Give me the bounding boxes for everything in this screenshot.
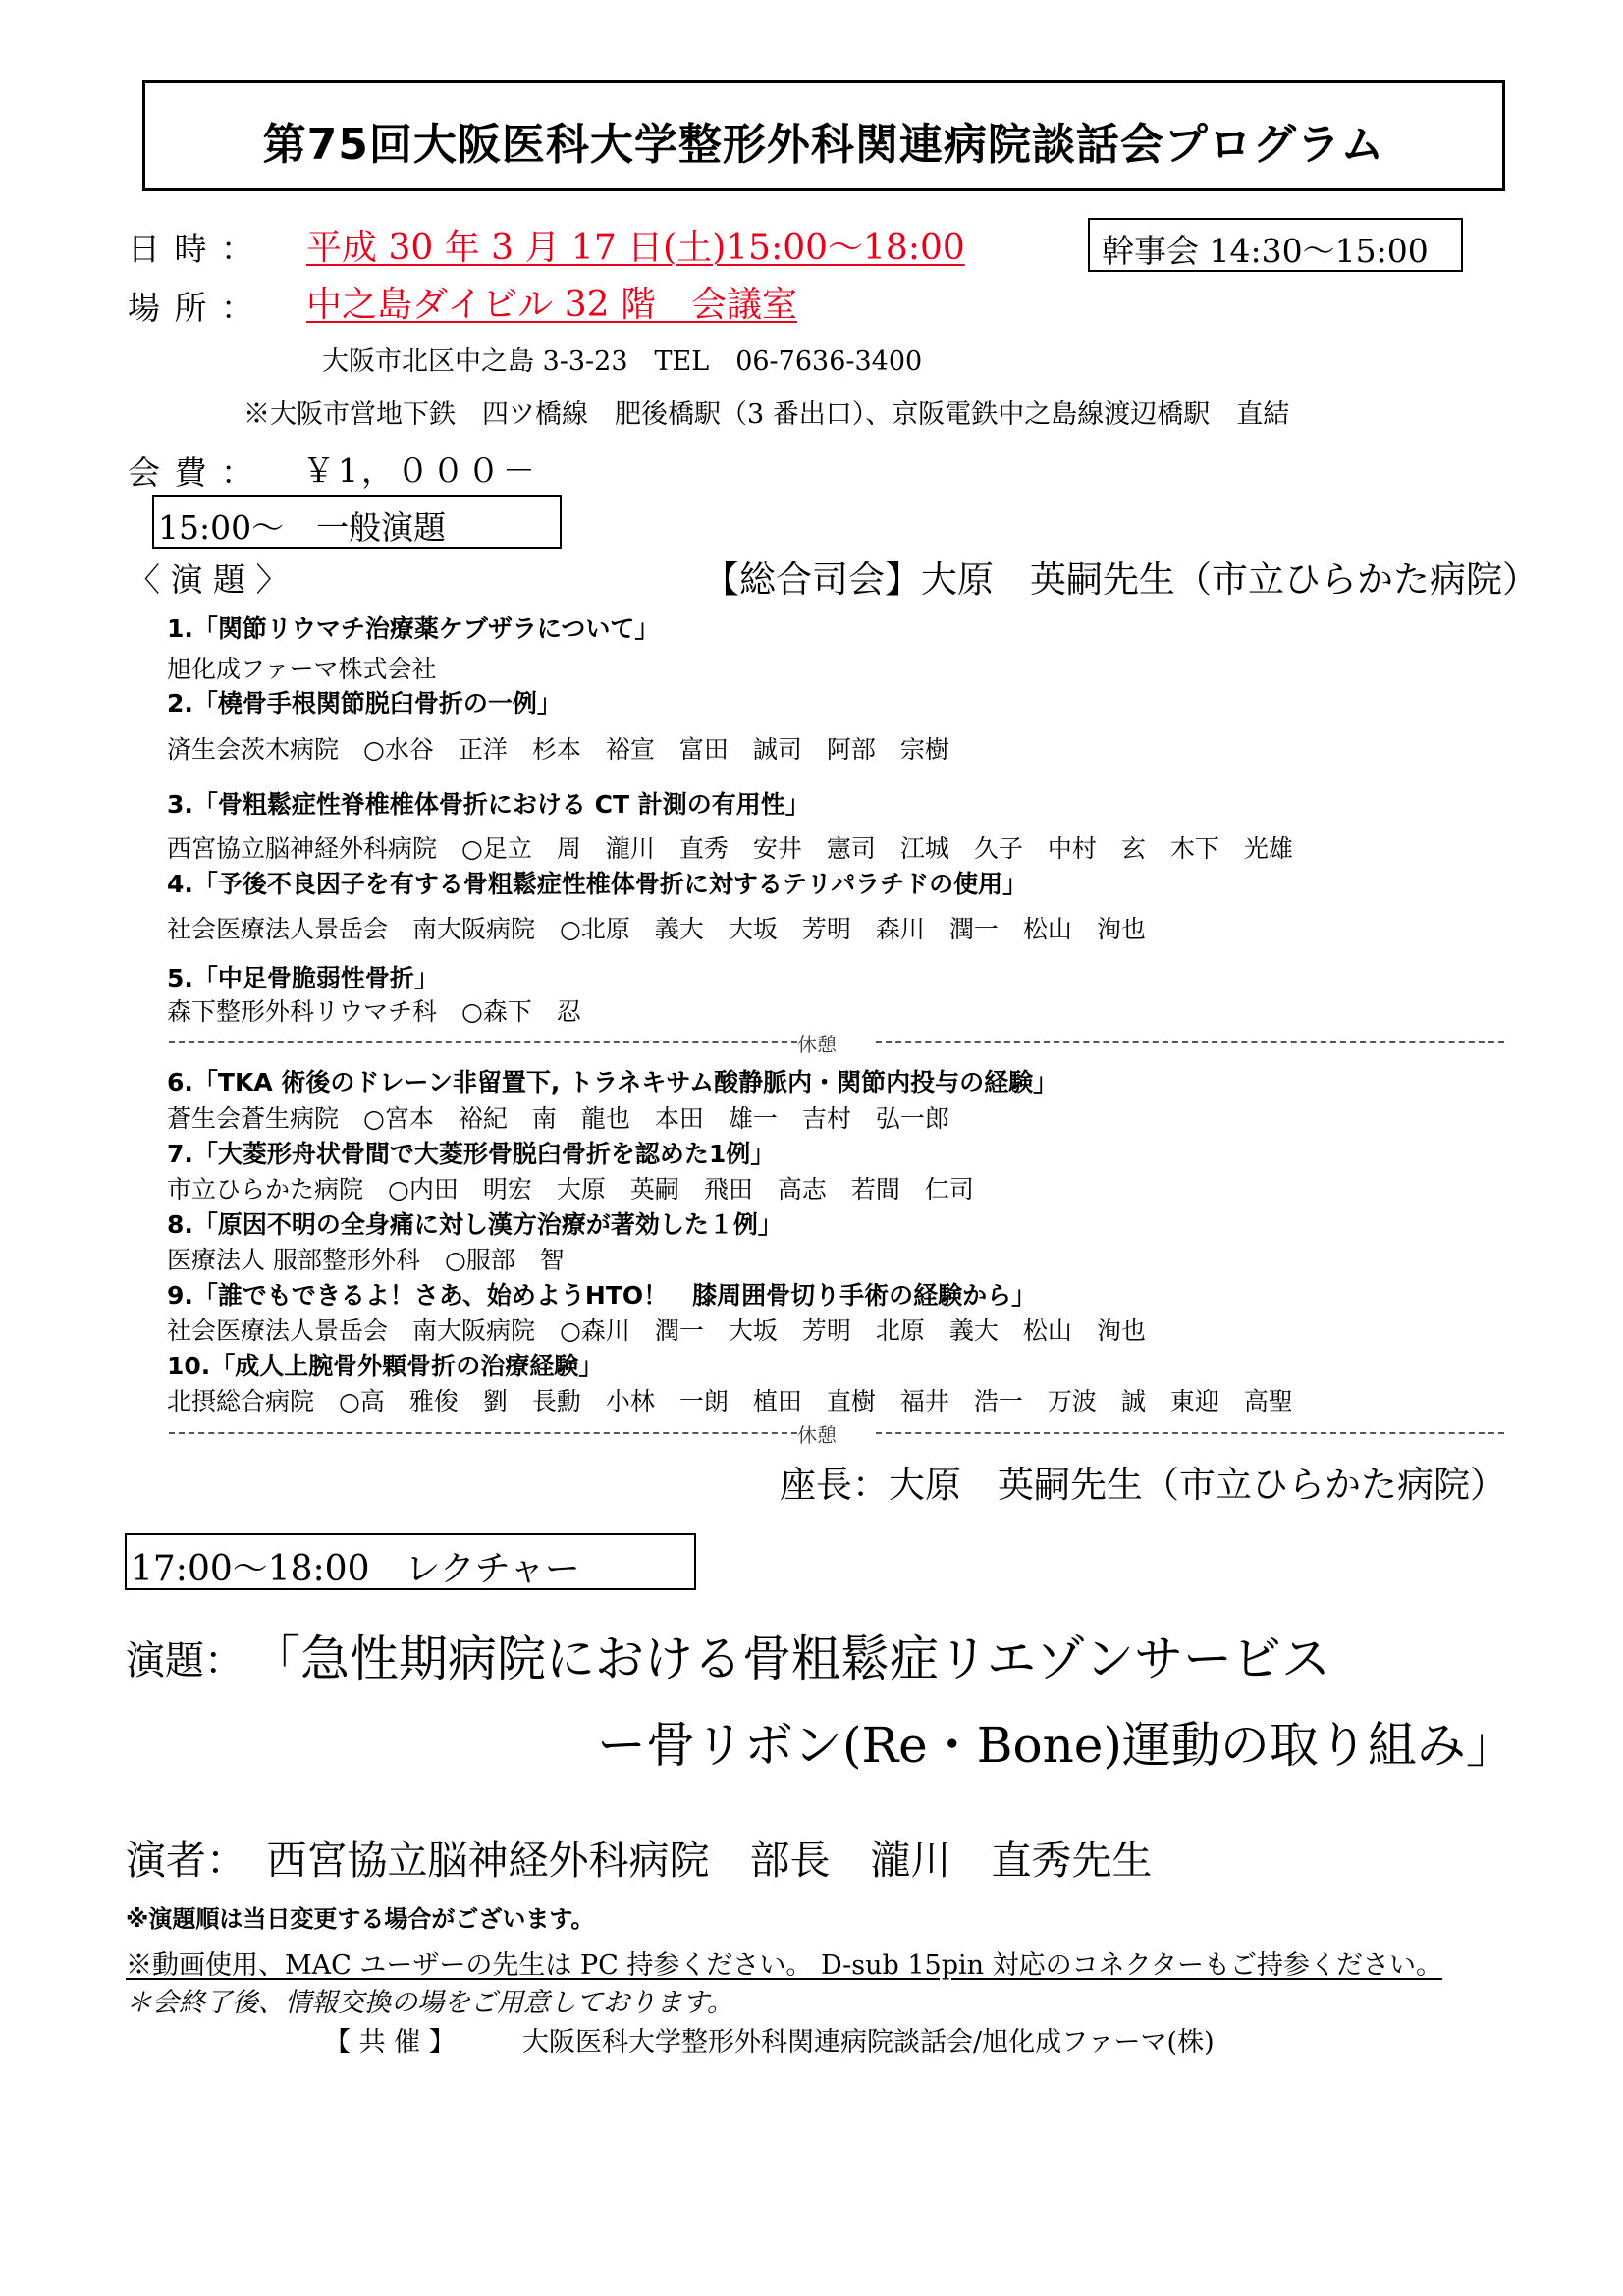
talk-title: 1.「関節リウマチ治療薬ケブザラについて」 xyxy=(167,614,660,643)
chair: 座長：大原 英嗣先生（市立ひらかた病院） xyxy=(780,1464,1506,1506)
talk-authors: 旭化成ファーマ株式会社 xyxy=(167,655,437,683)
talk-authors: 森下整形外科リウマチ科 ○森下 忍 xyxy=(167,997,581,1026)
address: 大阪市北区中之島 3-3-23 TEL 06-7636-3400 xyxy=(322,347,923,377)
lecture-speaker: 演者： 西宮協立脳神経外科病院 部長 瀧川 直秀先生 xyxy=(126,1837,1153,1884)
talk-title: 5.「中足骨脆弱性骨折」 xyxy=(167,964,439,992)
note-pc: ※動画使用、MAC ユーザーの先生は PC 持参ください。 D-sub 15pin 対応のコネクターもご持参ください。 xyxy=(126,1950,1443,1981)
fee-label: 会 費 ： xyxy=(128,454,255,492)
talk-title: 6.「TKA 術後のドレーン非留置下, トラネキサム酸静脈内・関節内投与の経験」 xyxy=(167,1068,1058,1096)
talks-heading: 〈 演 題 〉 xyxy=(128,561,289,599)
break-separator xyxy=(169,1419,1504,1445)
fee-value: ￥1，０００－ xyxy=(302,452,538,490)
sponsor: 大阪医科大学整形外科関連病院談話会/旭化成ファーマ(株) xyxy=(522,2027,1215,2057)
lecture-box xyxy=(125,1533,696,1590)
sponsor-label: 【 共 催 】 xyxy=(324,2027,456,2057)
kanji-box xyxy=(1088,218,1463,272)
talk-authors: 市立ひらかた病院 ○内田 明宏 大原 英嗣 飛田 高志 若間 仁司 xyxy=(167,1175,974,1203)
talk-title: 4.「予後不良因子を有する骨粗鬆症性椎体骨折に対するテリパラチドの使用」 xyxy=(167,870,1028,898)
talk-title: 2.「橈骨手根関節脱臼骨折の一例」 xyxy=(167,689,562,718)
place-label: 場 所 ： xyxy=(128,289,255,327)
break-label: 休憩 xyxy=(797,1423,837,1447)
session1-label: 15:00〜 一般演題 xyxy=(158,508,447,547)
moderator: 【総合司会】大原 英嗣先生（市立ひらかた病院） xyxy=(703,559,1539,601)
date-label: 日 時 ： xyxy=(128,230,255,268)
kanji-label: 幹事会 14:30〜15:00 xyxy=(1102,232,1429,270)
break-separator xyxy=(169,1029,1504,1054)
note-order: ※演題順は当日変更する場合がございます。 xyxy=(126,1905,595,1933)
talk-title: 9.「誰でもできるよ！さあ、始めようHTO！ 膝周囲骨切り手術の経験から」 xyxy=(167,1281,1037,1309)
lecture-title-line1: 「急性期病院における骨粗鬆症リエゾンサービス xyxy=(251,1630,1330,1687)
talk-authors: 社会医療法人景岳会 南大阪病院 ○北原 義大 大坂 芳明 森川 潤一 松山 洵也 xyxy=(167,915,1146,943)
talk-authors: 済生会茨木病院 ○水谷 正洋 杉本 裕宣 富田 誠司 阿部 宗樹 xyxy=(167,735,949,764)
title-box xyxy=(142,80,1505,191)
talk-authors: 医療法人 服部整形外科 ○服部 智 xyxy=(167,1246,565,1274)
talk-authors: 社会医療法人景岳会 南大阪病院 ○森川 潤一 大坂 芳明 北原 義大 松山 洵也 xyxy=(167,1316,1146,1345)
lecture-label: 17:00〜18:00 レクチャー xyxy=(131,1549,580,1589)
talk-title: 7.「大菱形舟状骨間で大菱形骨脱臼骨折を認めた1例」 xyxy=(167,1140,776,1168)
lecture-title-prefix: 演題： xyxy=(126,1638,243,1683)
date-value: 平成 30 年 3 月 17 日(土)15:00〜18:00 xyxy=(306,228,965,268)
talk-authors: 西宮協立脳神経外科病院 ○足立 周 瀧川 直秀 安井 憲司 江城 久子 中村 玄 木下 光雄 xyxy=(167,834,1293,863)
talk-title: 3.「骨粗鬆症性脊椎椎体骨折における CT 計測の有用性」 xyxy=(167,790,810,819)
place-value: 中之島ダイビル 32 階 会議室 xyxy=(306,285,797,325)
session1-box xyxy=(152,495,562,549)
talk-authors: 蒼生会蒼生病院 ○宮本 裕紀 南 龍也 本田 雄一 吉村 弘一郎 xyxy=(167,1104,949,1133)
lecture-title-line2: ー骨リボン(Re・Bone)運動の取り組み」 xyxy=(597,1717,1515,1774)
access-note: ※大阪市営地下鉄 四ツ橋線 肥後橋駅（3 番出口）、京阪電鉄中之島線渡辺橋駅 直結 xyxy=(243,400,1290,430)
talk-title: 8.「原因不明の全身痛に対し漢方治療が著効した１例」 xyxy=(167,1210,783,1239)
page-title: 第75回大阪医科大学整形外科関連病院談話会プログラム xyxy=(262,120,1385,170)
talk-authors: 北摂総合病院 ○高 雅俊 劉 長勳 小林 一朗 植田 直樹 福井 浩一 万波 誠 東迎 高聖 xyxy=(167,1387,1293,1415)
talk-title: 10.「成人上腕骨外顆骨折の治療経験」 xyxy=(167,1352,604,1380)
break-label: 休憩 xyxy=(797,1033,837,1056)
note-reception: ＊会終了後、情報交換の場をご用意しております。 xyxy=(126,1988,733,2018)
